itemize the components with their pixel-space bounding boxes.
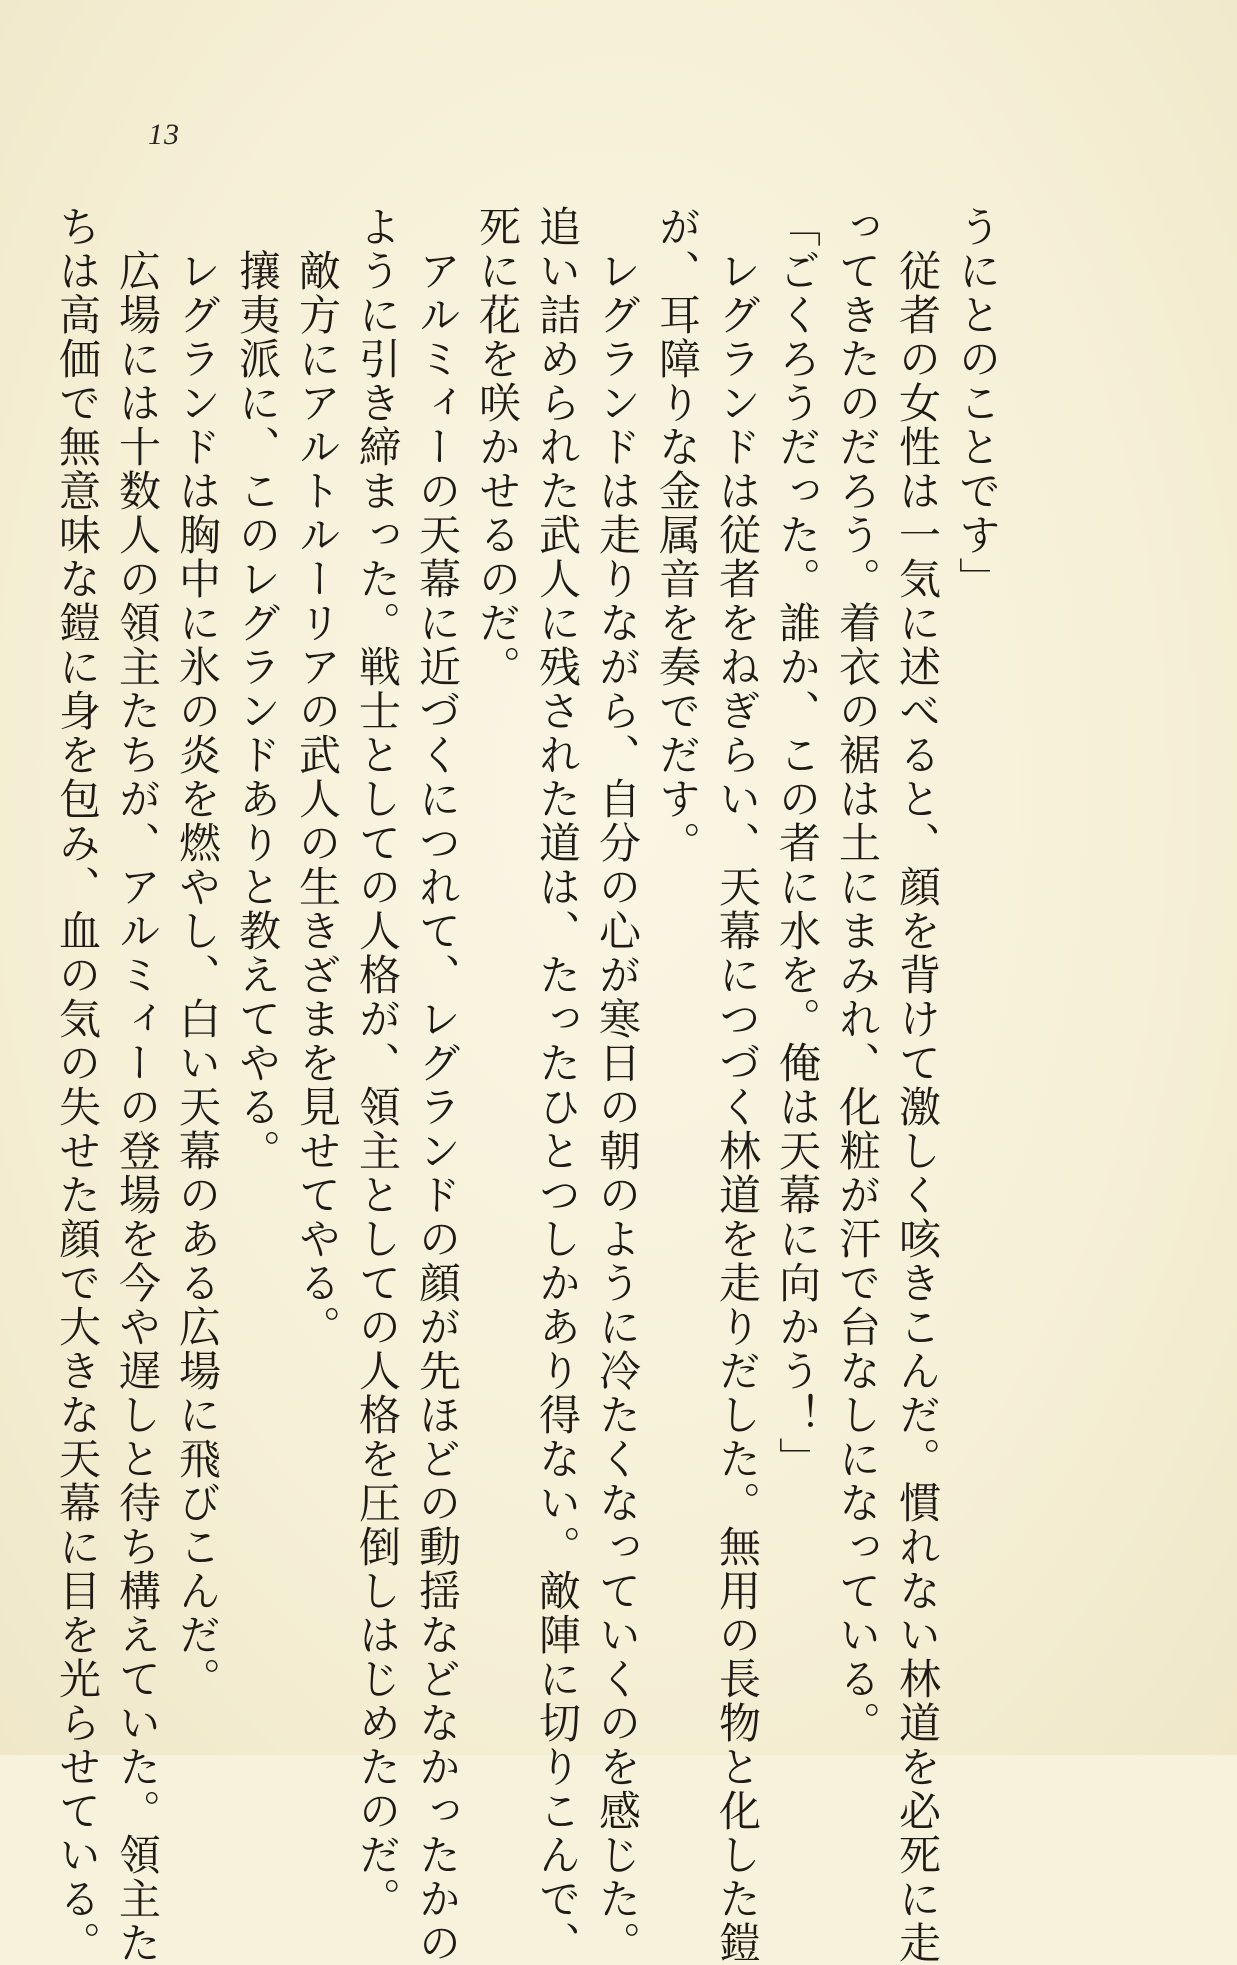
text-line: 「ごくろうだった。誰か、この者に水を。俺は天幕に向かう！」 — [773, 205, 822, 1481]
text-line: レグランドは走りながら、自分の心が寒日の朝のように冷たくなっていくのを感じた。 — [593, 205, 642, 1965]
text-line: ってきたのだろう。着衣の裾は土にまみれ、化粧が汗で台なしになっている。 — [833, 205, 882, 1745]
text-line: ちは高価で無意味な鎧に身を包み、血の気の失せた顔で大きな天幕に目を光らせている。 — [53, 205, 102, 1965]
text-line: ように引き締まった。戦士としての人格が、領主としての人格を圧倒しはじめたのだ。 — [353, 205, 402, 1921]
page-number: 13 — [148, 118, 180, 151]
text-line: 敵方にアルトルーリアの武人の生きざまを見せてやる。 — [293, 205, 342, 1349]
text-line: 追い詰められた武人に残された道は、たったひとつしかあり得ない。敵陣に切りこんで、 — [533, 205, 582, 1965]
text-line: アルミィーの天幕に近づくにつれて、レグランドの顔が先ほどの動揺などなかったかの — [413, 205, 462, 1965]
text-line: 攘夷派に、このレグランドありと教えてやる。 — [233, 205, 282, 1173]
text-line: が、耳障りな金属音を奏でだす。 — [653, 205, 702, 865]
vertical-text-body — [47, 205, 1007, 1965]
text-line: レグランドは従者をねぎらい、天幕につづく林道を走りだした。無用の長物と化した鎧 — [713, 205, 762, 1965]
text-line: 死に花を咲かせるのだ。 — [473, 205, 522, 689]
text-line: レグランドは胸中に氷の炎を燃やし、白い天幕のある広場に飛びこんだ。 — [173, 205, 222, 1701]
text-line: 従者の女性は一気に述べると、顔を背けて激しく咳きこんだ。慣れない林道を必死に走 — [893, 205, 942, 1965]
text-line: 広場には十数人の領主たちが、アルミィーの登場を今や遅しと待ち構えていた。領主た — [113, 205, 162, 1965]
text-line: うにとのことです」 — [953, 205, 1002, 601]
